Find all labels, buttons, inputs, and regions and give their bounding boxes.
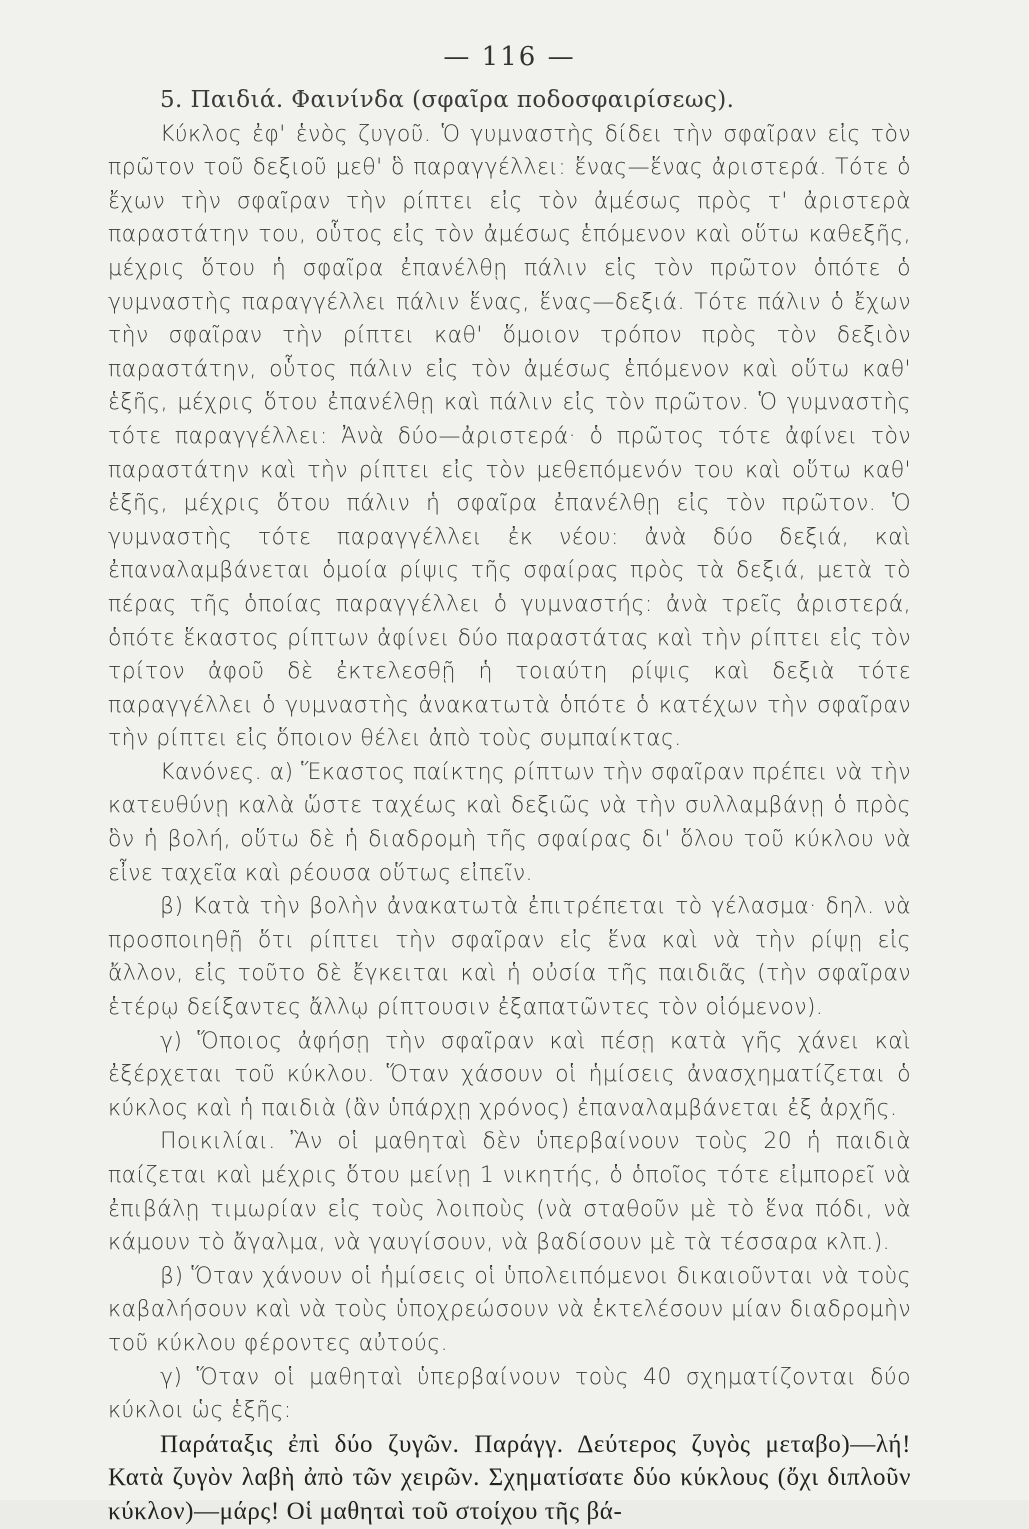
page-number-header: — 116 —	[443, 42, 576, 72]
paragraph-variations-c: γ) Ὅταν οἱ μαθηταὶ ὑπερβαίνουν τοὺς 40 σχηματίζονται δύο κύκλοι ὡς ἑξῆς:	[108, 1364, 911, 1424]
paragraph-circle-description: Κύκλος ἐφ' ἑνὸς ζυγοῦ. Ὁ γυμναστὴς δίδει τὴν σφαῖραν εἰς τὸν πρῶτον τοῦ δεξιοῦ μεθ' ὃ παραγγέλλει: ἕνας—ἕνας ἀριστερά. Τότε ὁ ἔχων τὴν σφαῖραν τὴν ρίπτει εἰς τὸν ἀμέσως πρὸς τ' ἀριστερὰ παραστάτην του, οὗτος εἰς τὸν ἀμέσως ἑπόμενον καὶ οὕτω καθεξῆς, μέχρις ὅτου ἡ σφαῖρα ἐπανέλθῃ πάλιν εἰς τὸν πρῶτον ὁπότε ὁ γυμναστὴς παραγγέλλει πάλιν ἕνας, ἕνας—δεξιά. Τότε πάλιν ὁ ἔχων τὴν σφαῖραν τὴν ρίπτει καθ' ὅμοιον τρόπον πρὸς τὸν δεξιὸν παραστάτην, οὗτος πάλιν εἰς τὸν ἀμέσως ἑπόμενον καὶ οὕτω καθ' ἑξῆς, μέχρις ὅτου ἐπανέλθῃ καὶ πάλιν εἰς τὸν πρῶτον. Ὁ γυμναστὴς τότε παραγγέλλει: Ἀνὰ δύο—ἀριστερά· ὁ πρῶτος τότε ἀφίνει τὸν παραστάτην καὶ τὴν ρίπτει εἰς τὸν μεθεπόμενόν του καὶ οὕτω καθ' ἑξῆς, μέχρις ὅτου πάλιν ἡ σφαῖρα ἐπανέλθῃ εἰς τὸν πρῶτον. Ὁ γυμναστὴς τότε παραγγέλλει ἐκ νέου: ἀνὰ δύο δεξιά, καὶ ἐπαναλαμβάνεται ὁμοία ρίψις τῆς σφαίρας πρὸς τὰ δεξιά, μετὰ τὸ πέρας τῆς ὁποίας παραγγέλλει ὁ γυμναστής: ἀνὰ τρεῖς ἀριστερά, ὁπότε ἕκαστος ρίπτων ἀφίνει δύο παραστάτας καὶ τὴν ρίπτει εἰς τὸν τρίτον ἀφοῦ δὲ ἐκτελεσθῇ ἡ τοιαύτη ρίψις καὶ δεξιὰ τότε παραγγέλλει ὁ γυμναστὴς ἀνακατωτὰ ὁπότε ὁ κατέχων τὴν σφαῖραν τὴν ρίπτει εἰς ὅποιον θέλει ἀπὸ τοὺς συμπαίκτας.	[108, 121, 911, 752]
section-heading: 5. Παιδιά. Φαινίνδα (σφαῖρα ποδοσφαιρίσεως).	[160, 87, 735, 113]
paragraph-rules-b: β) Κατὰ τὴν βολὴν ἀνακατωτὰ ἐπιτρέπεται τὸ γέλασμα· δηλ. νὰ προσποιηθῇ ὅτι ρίπτει τὴν σφαῖραν εἰς ἕνα καὶ νὰ τὴν ρίψῃ εἰς ἄλλον, εἰς τοῦτο δὲ ἔγκειται καὶ ἡ οὐσία τῆς παιδιᾶς (τὴν σφαῖραν ἑτέρῳ δείξαντες ἄλλῳ ρίπτουσιν ἐξαπατῶντες τὸν οἰόμενον).	[108, 894, 911, 1021]
paragraph-variations-a: Ποικιλίαι. Ἂν οἱ μαθηταὶ δὲν ὑπερβαίνουν τοὺς 20 ἡ παιδιὰ παίζεται καὶ μέχρις ὅτου μείνῃ 1 νικητής, ὁ ὁποῖος τότε εἰμπορεῖ νὰ ἐπιβάλῃ τιμωρίαν εἰς τοὺς λοιποὺς (νὰ σταθοῦν μὲ τὸ ἕνα πόδι, νὰ κάμουν τὸ ἄγαλμα, νὰ γαυγίσουν, νὰ βαδίσουν μὲ τὰ τέσσαρα κλπ.).	[108, 1129, 911, 1256]
paragraph-variations-b: β) Ὅταν χάνουν οἱ ἡμίσεις οἱ ὑπολειπόμενοι δικαιοῦνται νὰ τοὺς καβαλήσουν καὶ νὰ τοὺς ὑποχρεώσουν νὰ ἐκτελέσουν μίαν διαδρομὴν τοῦ κύκλου φέροντες αὐτούς.	[108, 1263, 911, 1356]
paragraph-formation: Παράταξις ἐπὶ δύο ζυγῶν. Παράγγ. Δεύτερος ζυγὸς μεταβο)—λή! Κατὰ ζυγὸν λαβὴ ἀπὸ τῶν χειρῶν. Σχηματίσατε δύο κύκλους (ὄχι διπλοῦν κύκλον)—μάρς! Οἱ μαθηταὶ τοῦ στοίχου τῆς βά-	[108, 1430, 911, 1525]
paragraph-rules-a: Κανόνες. α) Ἕκαστος παίκτης ρίπτων τὴν σφαῖραν πρέπει νὰ τὴν κατευθύνῃ καλὰ ὥστε ταχέως καὶ δεξιῶς νὰ τὴν συλλαμβάνῃ ὁ πρὸς ὃν ἡ βολή, οὕτω δὲ ἡ διαδρομὴ τῆς σφαίρας δι' ὅλου τοῦ κύκλου νὰ εἶνε ταχεῖα καὶ ρέουσα οὕτως εἰπεῖν.	[108, 759, 911, 886]
paragraph-rules-c: γ) Ὅποιος ἀφήσῃ τὴν σφαῖραν καὶ πέσῃ κατὰ γῆς χάνει καὶ ἐξέρχεται τοῦ κύκλου. Ὅταν χάσουν οἱ ἡμίσεις ἀνασχηματίζεται ὁ κύκλος καὶ ἡ παιδιὰ (ἂν ὑπάρχῃ χρόνος) ἐπαναλαμβάνεται ἐξ ἀρχῆς.	[108, 1028, 911, 1121]
page-body	[108, 84, 911, 1529]
